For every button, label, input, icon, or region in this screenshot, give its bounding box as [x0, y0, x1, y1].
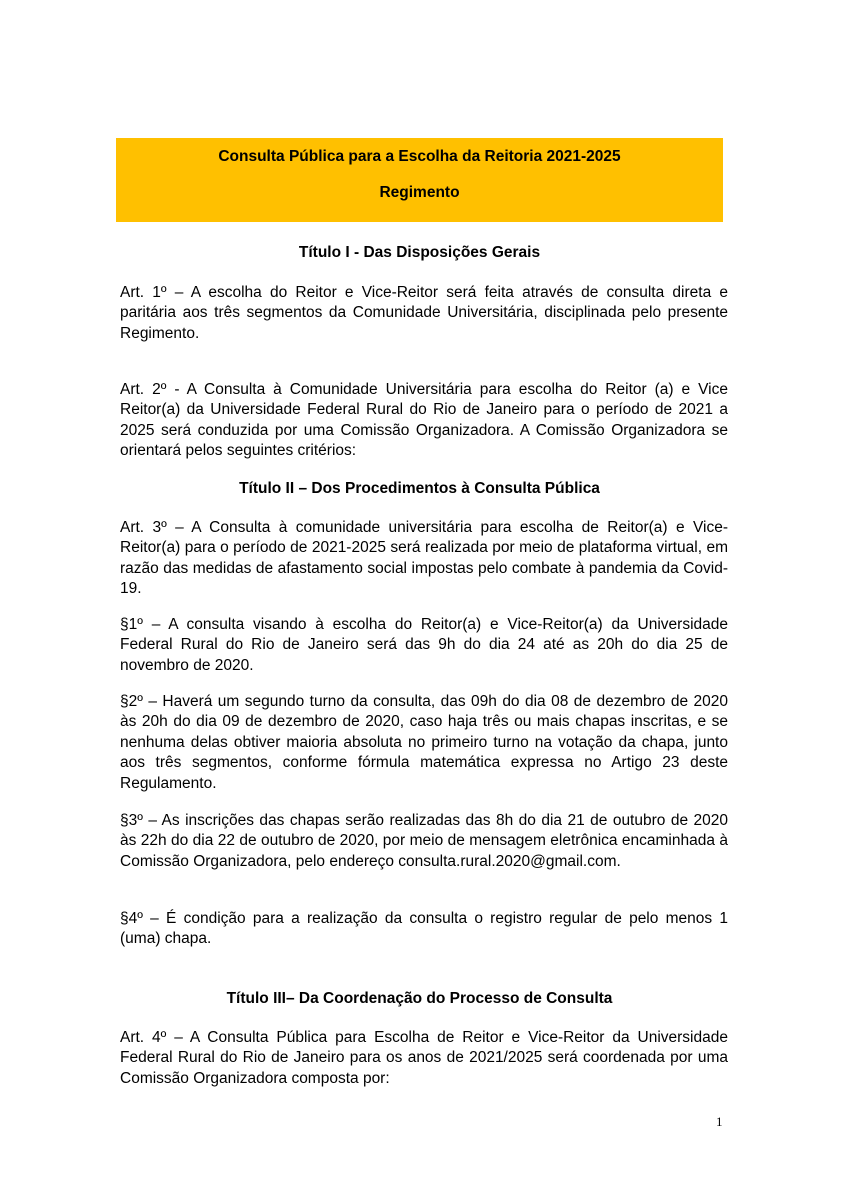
paragraph-4: §4º – É condição para a realização da consulta o registro regular de pelo menos 1 (uma) chapa. — [120, 910, 728, 948]
title-banner — [116, 138, 723, 222]
article-4: Art. 4º – A Consulta Pública para Escolha de Reitor e Vice-Reitor da Universidade Federal Rural do Rio de Janeiro para os anos de 2021/2025 será coordenada por uma Comissão Organizadora composta por: — [120, 1029, 728, 1087]
article-3: Art. 3º – A Consulta à comunidade universitária para escolha de Reitor(a) e Vice-Reitor(a) para o período de 2021-2025 será realizada por meio de plataforma virtual, em razão das medidas de afastamento social impostas pelo combate à pandemia da Covid-19. — [120, 519, 728, 598]
article-1: Art. 1º – A escolha do Reitor e Vice-Reitor será feita através de consulta direta e paritária aos três segmentos da Comunidade Universitária, disciplinada pelo presente Regimento. — [120, 284, 728, 342]
section-heading-titulo-1: Título I - Das Disposições Gerais — [298, 244, 541, 261]
paragraph-2: §2º – Haverá um segundo turno da consulta, das 09h do dia 08 de dezembro de 2020 às 20h do dia 09 de dezembro de 2020, caso haja três ou mais chapas inscritas, e se nenhuma delas obtiver maioria absoluta no primeiro turno na votação da chapa, junto aos três segmentos, conforme fórmula matemática expressa no Artigo 23 deste Regulamento. — [120, 693, 728, 792]
document-subtitle: Regimento — [379, 184, 460, 201]
document-title: Consulta Pública para a Escolha da Reitoria 2021-2025 — [218, 148, 621, 165]
paragraph-3: §3º – As inscrições das chapas serão realizadas das 8h do dia 21 de outubro de 2020 às 22h do dia 22 de outubro de 2020, por meio de mensagem eletrônica encaminhada à Comissão Organizadora, pelo endereço consulta.rural.2020@gmail.com. — [120, 812, 728, 870]
section-heading-titulo-2: Título II – Dos Procedimentos à Consulta Pública — [239, 480, 600, 497]
paragraph-1: §1º – A consulta visando à escolha do Reitor(a) e Vice-Reitor(a) da Universidade Federal Rural do Rio de Janeiro será das 9h do dia 24 até as 20h do dia 25 de novembro de 2020. — [120, 616, 728, 674]
section-heading-titulo-3: Título III– Da Coordenação do Processo de Consulta — [226, 990, 613, 1007]
article-2: Art. 2º - A Consulta à Comunidade Universitária para escolha do Reitor (a) e Vice Reitor(a) da Universidade Federal Rural do Rio de Janeiro para o período de 2021 a 2025 será conduzida por uma Comissão Organizadora. A Comissão Organizadora se orientará pelos seguintes critérios: — [120, 381, 728, 460]
page-number: 1 — [716, 1114, 723, 1129]
